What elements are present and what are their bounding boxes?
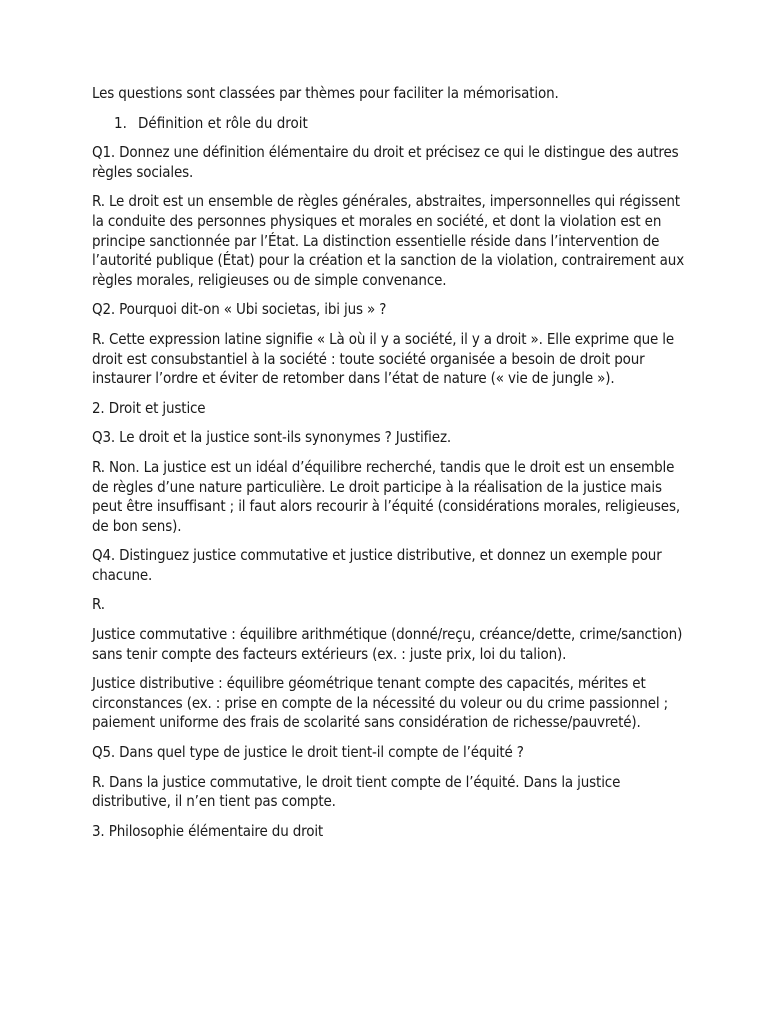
question-1: Q1. Donnez une définition élémentaire du droit et précisez ce qui le distingue des autres règles sociales.: [92, 143, 679, 181]
answer-4-commutative: Justice commutative : équilibre arithmétique (donné/reçu, créance/dette, crime/sanction) sans tenir compte des facteurs extérieurs (ex. : juste prix, loi du talion).: [92, 625, 683, 663]
question-4: Q4. Distinguez justice commutative et justice distributive, et donnez un exemple pour chacune.: [92, 546, 662, 584]
section-number: 1.: [114, 113, 127, 132]
document-page: [92, 84, 688, 851]
answer-3: R. Non. La justice est un idéal d’équilibre recherché, tandis que le droit est un ensemble de règles d’une nature particulière. Le droit participe à la réalisation de la justice mais peut être insuffisant ; il faut alors recourir à l’équité (considérations morales, religieuses, de bon sens).: [92, 457, 680, 535]
question-5: Q5. Dans quel type de justice le droit tient-il compte de l’équité ?: [92, 743, 524, 762]
section-heading-2: 2. Droit et justice: [92, 398, 206, 417]
question-2: Q2. Pourquoi dit-on « Ubi societas, ibi jus » ?: [92, 300, 387, 319]
answer-5: R. Dans la justice commutative, le droit tient compte de l’équité. Dans la justice distributive, il n’en tient pas compte.: [92, 772, 621, 811]
section-heading-3: 3. Philosophie élémentaire du droit: [92, 821, 324, 840]
answer-1: R. Le droit est un ensemble de règles générales, abstraites, impersonnelles qui régissent la conduite des personnes physiques et morales en société, et dont la violation est en principe sanctionnée par l’État. La distinction essentielle réside dans l’intervention de l’autorité publique (État) pour la création et la sanction de la violation, contrairement aux règles morales, religieuses ou de simple convenance.: [92, 192, 685, 289]
question-3: Q3. Le droit et la justice sont-ils synonymes ? Justifiez.: [92, 428, 452, 447]
intro-text: Les questions sont classées par thèmes pour faciliter la mémorisation.: [92, 84, 559, 102]
section-title: Définition et rôle du droit: [138, 113, 308, 132]
section-heading-1: [92, 114, 688, 134]
answer-4-distributive: Justice distributive : équilibre géométrique tenant compte des capacités, mérites et circonstances (ex. : prise en compte de la nécessité du voleur ou du crime passionnel ; paiement uniforme des frais de scolarité sans considération de richesse/pauvreté).: [92, 674, 669, 732]
answer-4-label: R.: [92, 595, 105, 614]
answer-2: R. Cette expression latine signifie « Là où il y a société, il y a droit ». Elle exprime que le droit est consubstantiel à la société : toute société organisée a besoin de droit pour instaurer l’ordre et éviter de retomber dans l’état de nature (« vie de jungle »).: [92, 329, 675, 388]
